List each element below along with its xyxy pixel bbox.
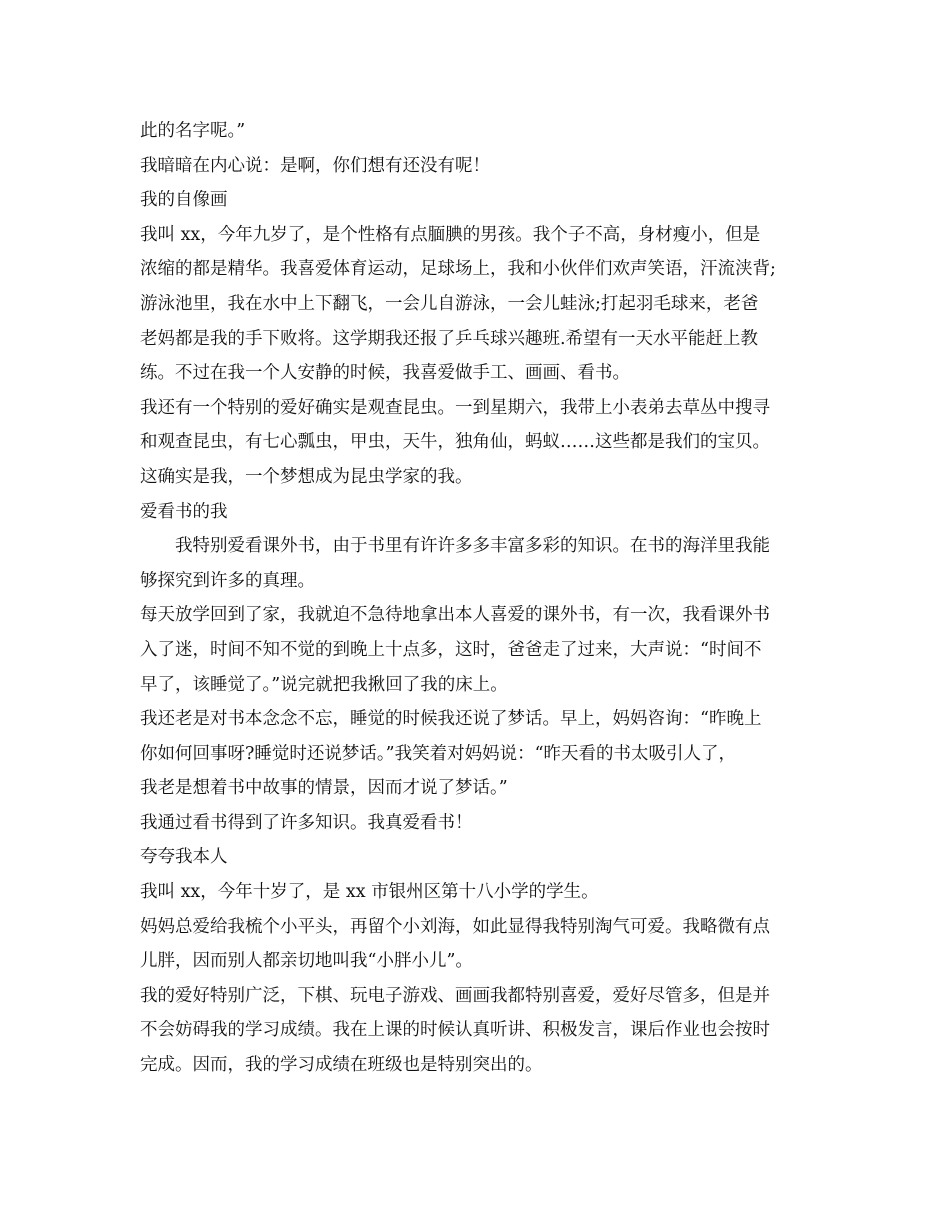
text-line: 我叫 xx，今年十岁了，是 xx 市银州区第十八小学的学生。 — [140, 882, 599, 903]
section-heading: 我的自像画 — [140, 190, 228, 211]
text-line: 你如何回事呀?睡觉时还说梦话。”我笑着对妈妈说：“昨天看的书太吸引人了， — [140, 743, 737, 764]
section-heading: 爱看书的我 — [140, 501, 228, 522]
text-line: 不会妨碍我的学习成绩。我在上课的时候认真听讲、积极发言，课后作业也会按时 — [140, 1020, 770, 1041]
text-line: 练。不过在我一个人安静的时候，我喜爱做手工、画画、看书。 — [140, 363, 630, 384]
text-line: 我的爱好特别广泛，下棋、玩电子游戏、画画我都特别喜爱，爱好尽管多，但是并 — [140, 985, 770, 1006]
text-line: 我特别爱看课外书，由于书里有许许多多丰富多彩的知识。在书的海洋里我能 — [175, 536, 770, 557]
text-line: 每天放学回到了家，我就迫不急待地拿出本人喜爱的课外书，有一次，我看课外书 — [140, 605, 770, 626]
section-heading: 夸夸我本人 — [140, 847, 228, 868]
text-line: 早了，该睡觉了。”说完就把我揪回了我的床上。 — [140, 674, 508, 695]
text-line: 老妈都是我的手下败将。这学期我还报了乒乓球兴趣班.希望有一天水平能赶上教 — [140, 328, 759, 349]
text-line: 妈妈总爱给我梳个小平头，再留个小刘海，如此显得我特别淘气可爱。我略微有点 — [140, 916, 770, 937]
text-line: 我通过看书得到了许多知识。我真爱看书！ — [140, 812, 473, 833]
text-line: 和观查昆虫，有七心瓢虫，甲虫，天牛，独角仙，蚂蚁……这些都是我们的宝贝。 — [140, 432, 770, 453]
text-line: 我还老是对书本念念不忘，睡觉的时候我还说了梦话。早上，妈妈咨询：“昨晚上 — [140, 709, 762, 730]
body-text — [140, 114, 820, 1083]
text-line: 这确实是我，一个梦想成为昆虫学家的我。 — [140, 466, 473, 487]
text-line: 够探究到许多的真理。 — [140, 570, 315, 591]
text-line: 入了迷，时间不知不觉的到晚上十点多，这时，爸爸走了过来，大声说：“时间不 — [140, 639, 762, 660]
text-line: 我叫 xx，今年九岁了，是个性格有点腼腆的男孩。我个子不高，身材瘦小，但是 — [140, 224, 761, 245]
text-line: 儿胖，因而别人都亲切地叫我“小胖小儿”。 — [140, 951, 473, 972]
text-line: 完成。因而，我的学习成绩在班级也是特别突出的。 — [140, 1055, 543, 1076]
text-line: 我老是想着书中故事的情景，因而才说了梦话。” — [140, 778, 508, 799]
text-line: 浓缩的都是精华。我喜爱体育运动，足球场上，我和小伙伴们欢声笑语，汗流浃背; — [140, 259, 776, 280]
text-line: 我暗暗在内心说：是啊，你们想有还没有呢！ — [140, 155, 490, 176]
text-line: 游泳池里，我在水中上下翻飞，一会儿自游泳，一会儿蛙泳;打起羽毛球来，老爸 — [140, 293, 759, 314]
text-line: 我还有一个特别的爱好确实是观查昆虫。一到星期六，我带上小表弟去草丛中搜寻 — [140, 397, 770, 418]
text-line: 此的名字呢。” — [140, 121, 246, 141]
